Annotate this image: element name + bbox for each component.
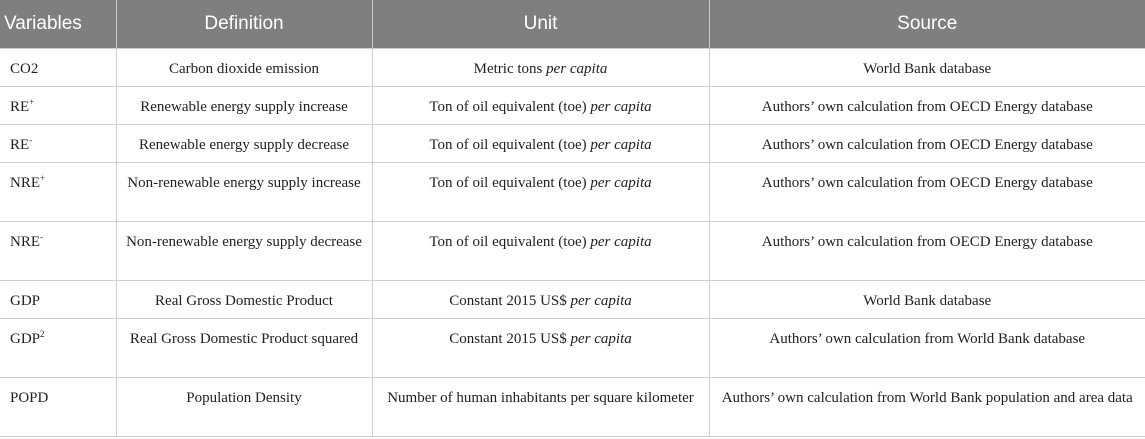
cell-definition: Real Gross Domestic Product squared: [116, 319, 372, 378]
table-header-row: [0, 0, 1145, 49]
cell-variable: NRE-: [0, 222, 116, 281]
header-source: Source: [709, 0, 1145, 49]
table-row: [0, 125, 1145, 163]
cell-definition: Renewable energy supply increase: [116, 87, 372, 125]
cell-definition: Non-renewable energy supply increase: [116, 163, 372, 222]
table-row: [0, 87, 1145, 125]
cell-definition: Non-renewable energy supply decrease: [116, 222, 372, 281]
cell-unit: Metric tons per capita: [372, 49, 709, 87]
cell-variable: CO2: [0, 49, 116, 87]
cell-unit: Ton of oil equivalent (toe) per capita: [372, 87, 709, 125]
cell-variable: POPD: [0, 378, 116, 437]
cell-variable: RE-: [0, 125, 116, 163]
table-row: [0, 222, 1145, 281]
cell-variable: RE+: [0, 87, 116, 125]
cell-variable: GDP: [0, 281, 116, 319]
cell-definition: Renewable energy supply decrease: [116, 125, 372, 163]
table-row: [0, 49, 1145, 87]
cell-source: Authors’ own calculation from OECD Energy database: [709, 163, 1145, 222]
cell-unit: Ton of oil equivalent (toe) per capita: [372, 222, 709, 281]
header-unit: Unit: [372, 0, 709, 49]
table-row: [0, 281, 1145, 319]
header-definition: Definition: [116, 0, 372, 49]
cell-source: Authors’ own calculation from World Bank database: [709, 319, 1145, 378]
cell-source: Authors’ own calculation from OECD Energy database: [709, 87, 1145, 125]
table-row: [0, 319, 1145, 378]
table-row: [0, 163, 1145, 222]
cell-source: World Bank database: [709, 281, 1145, 319]
cell-source: World Bank database: [709, 49, 1145, 87]
cell-source: Authors’ own calculation from World Bank population and area data: [709, 378, 1145, 437]
header-variables: Variables: [0, 0, 116, 49]
cell-unit: Number of human inhabitants per square kilometer: [372, 378, 709, 437]
cell-unit: Ton of oil equivalent (toe) per capita: [372, 163, 709, 222]
cell-unit: Ton of oil equivalent (toe) per capita: [372, 125, 709, 163]
cell-variable: GDP$^2$: [0, 319, 116, 378]
cell-definition: Carbon dioxide emission: [116, 49, 372, 87]
cell-variable: NRE+: [0, 163, 116, 222]
cell-source: Authors’ own calculation from OECD Energy database: [709, 125, 1145, 163]
table-row: [0, 378, 1145, 437]
cell-definition: Population Density: [116, 378, 372, 437]
cell-unit: Constant 2015 US$ per capita: [372, 281, 709, 319]
cell-definition: Real Gross Domestic Product: [116, 281, 372, 319]
cell-source: Authors’ own calculation from OECD Energy database: [709, 222, 1145, 281]
cell-unit: Constant 2015 US$ per capita: [372, 319, 709, 378]
